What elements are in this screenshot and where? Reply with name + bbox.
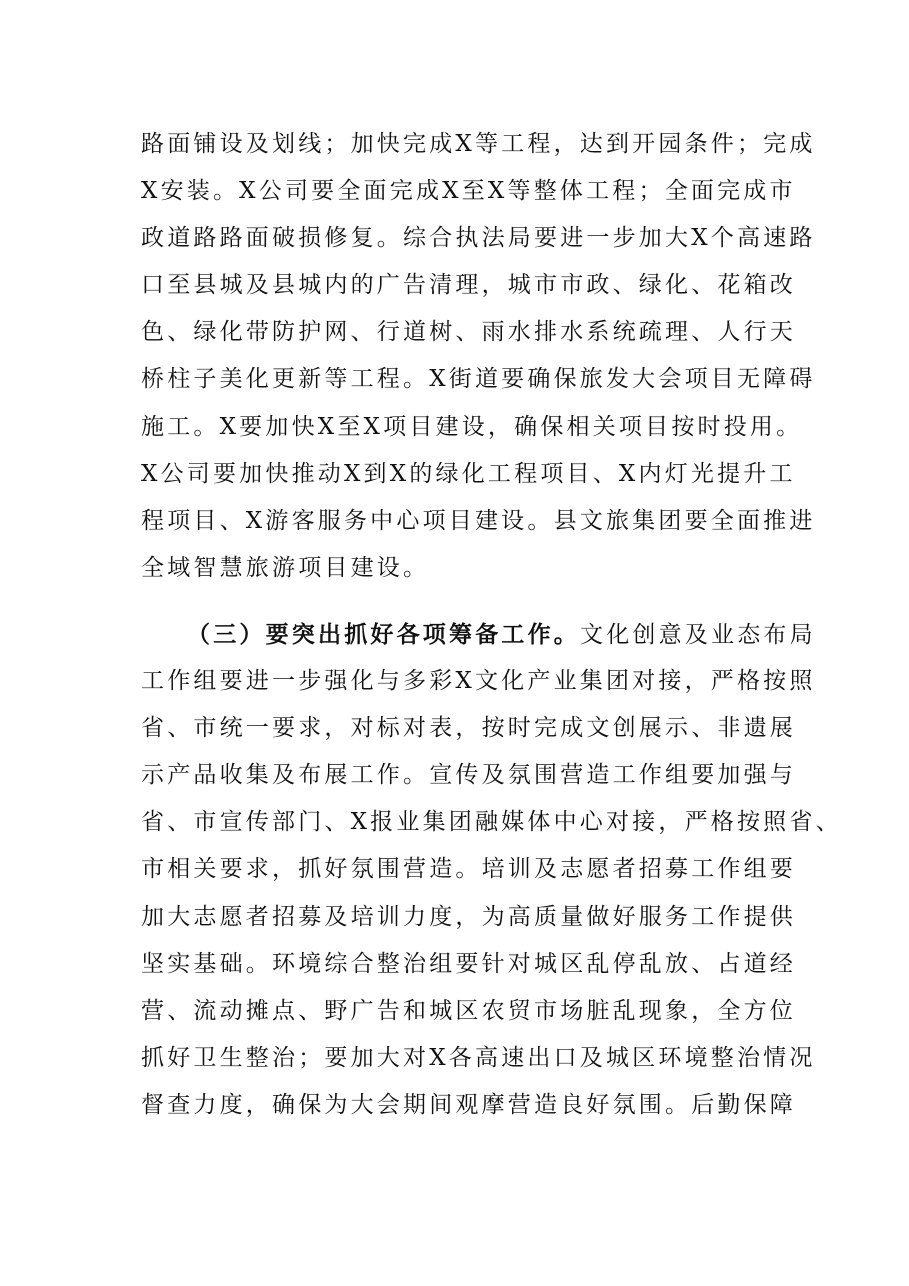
paragraph-preparation-work <box>141 611 842 1129</box>
heading-line-rest: 文化创意及业态布局 <box>580 622 816 648</box>
text-line: X安装。X公司要全面完成X至X等整体工程；全面完成市 <box>141 178 796 205</box>
text-line: 工作组要进一步强化与多彩X文化产业集团对接，严格按照 <box>141 668 816 695</box>
text-line: 市相关要求，抓好氛围营造。培训及志愿者招募工作组要 <box>141 856 796 883</box>
text-line: 省、市统一要求，对标对表，按时完成文创展示、非遗展 <box>141 715 796 742</box>
text-line: 营、流动摊点、野广告和城区农贸市场脏乱现象，全方位 <box>141 997 796 1024</box>
text-line: 省、市宣传部门、X报业集团融媒体中心对接，严格按照省、 <box>141 809 842 836</box>
text-line: 加大志愿者招募及培训力度，为高质量做好服务工作提供 <box>141 903 796 930</box>
paragraph-project-construction <box>141 121 816 592</box>
text-line: 抓好卫生整治；要加大对X各高速出口及城区环境整治情况 <box>141 1044 816 1071</box>
text-line: 政道路路面破损修复。综合执法局要进一步加大X个高速路 <box>141 225 816 252</box>
paragraph-first-line <box>141 611 816 658</box>
text-line: 坚实基础。环境综合整治组要针对城区乱停乱放、占道经 <box>141 950 796 977</box>
text-line: 口至县城及县城内的广告清理，城市市政、绿化、花箱改 <box>141 272 796 299</box>
section-heading: （三）要突出抓好各项筹备工作。 <box>187 621 580 648</box>
text-line: 全域智慧旅游项目建设。 <box>141 554 430 581</box>
text-line: 程项目、X游客服务中心项目建设。县文旅集团要全面推进 <box>141 507 816 534</box>
text-line: 督查力度，确保为大会期间观摩营造良好氛围。后勤保障 <box>141 1091 796 1118</box>
text-line: 示产品收集及布展工作。宣传及氛围营造工作组要加强与 <box>141 762 796 789</box>
text-line: 桥柱子美化更新等工程。X街道要确保旅发大会项目无障碍 <box>141 366 816 393</box>
text-line: 施工。X要加快X至X项目建设，确保相关项目按时投用。 <box>141 413 803 440</box>
text-line: X公司要加快推动X到X的绿化工程项目、X内灯光提升工 <box>141 460 796 487</box>
text-line: 路面铺设及划线；加快完成X等工程，达到开园条件；完成 <box>141 131 816 157</box>
text-line: 色、绿化带防护网、行道树、雨水排水系统疏理、人行天 <box>141 319 796 346</box>
